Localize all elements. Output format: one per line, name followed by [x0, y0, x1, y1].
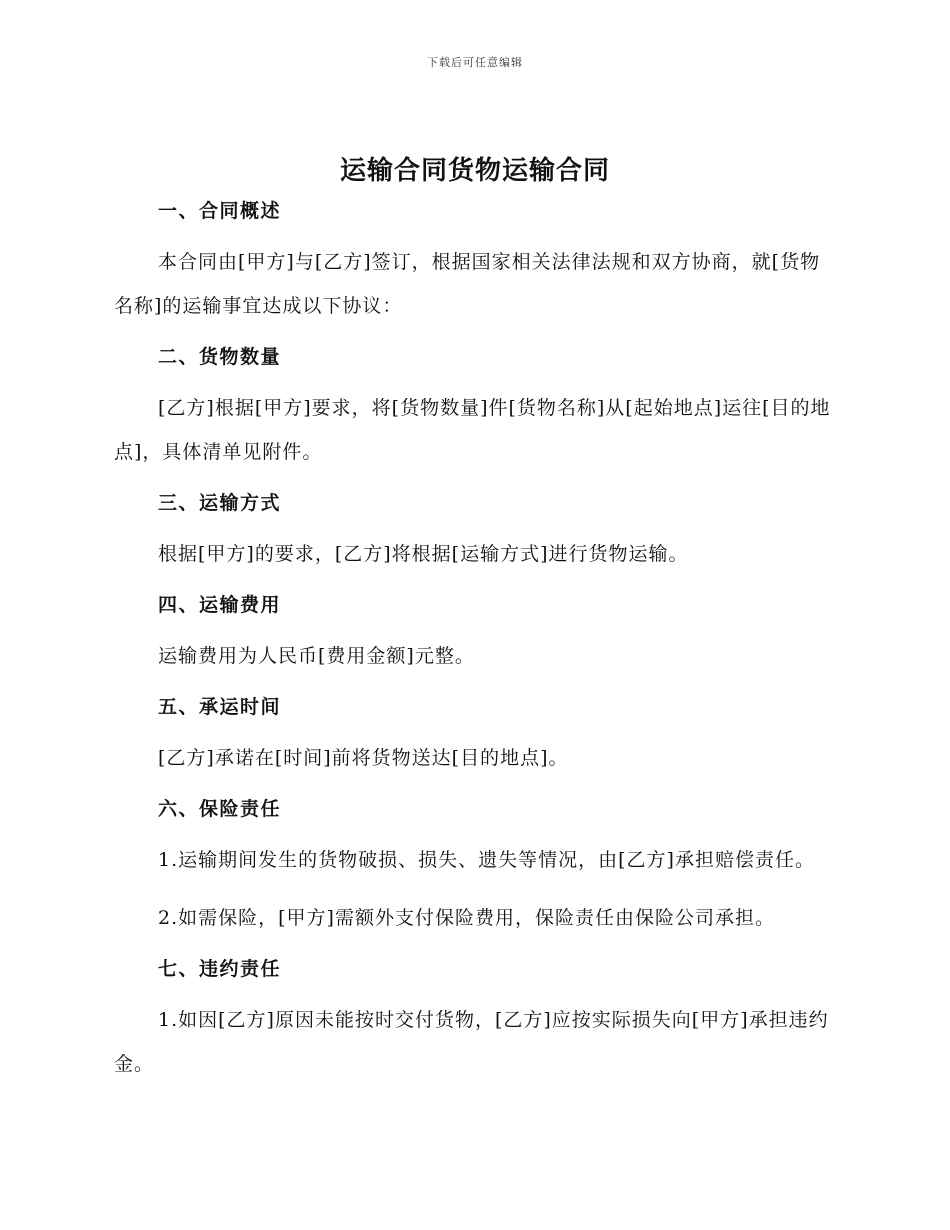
section-heading: 三、运输方式 — [158, 492, 282, 514]
section-paragraph: 2.如需保险，[甲方]需额外支付保险费用，保险责任由保险公司承担。 — [158, 907, 775, 929]
page-header-note: 下载后可任意编辑 — [427, 56, 523, 69]
section-heading: 四、运输费用 — [158, 594, 282, 616]
section-heading: 二、货物数量 — [158, 346, 282, 368]
section-heading: 五、承运时间 — [158, 696, 282, 718]
section-heading: 七、违约责任 — [158, 958, 282, 980]
section-paragraph: 1.运输期间发生的货物破损、损失、遗失等情况，由[乙方]承担赔偿责任。 — [158, 849, 815, 871]
document-title: 运输合同货物运输合同 — [339, 156, 610, 186]
document-body — [114, 196, 838, 1086]
section-paragraph: 根据[甲方]的要求，[乙方]将根据[运输方式]进行货物运输。 — [158, 543, 689, 565]
section-paragraph: 本合同由[甲方]与[乙方]签订，根据国家相关法律法规和双方协商，就[货物名称]的运输事宜达成以下协议： — [114, 251, 821, 317]
section-paragraph: 1.如因[乙方]原因未能按时交付货物，[乙方]应按实际损失向[甲方]承担违约金。 — [114, 1009, 829, 1075]
section-paragraph: [乙方]根据[甲方]要求，将[货物数量]件[货物名称]从[起始地点]运往[目的地点]，具体清单见附件。 — [114, 397, 831, 463]
section-paragraph: 运输费用为人民币[费用金额]元整。 — [158, 645, 475, 667]
section-paragraph: [乙方]承诺在[时间]前将货物送达[目的地点]。 — [158, 747, 569, 769]
section-heading: 六、保险责任 — [158, 798, 282, 820]
section-heading: 一、合同概述 — [158, 200, 282, 222]
